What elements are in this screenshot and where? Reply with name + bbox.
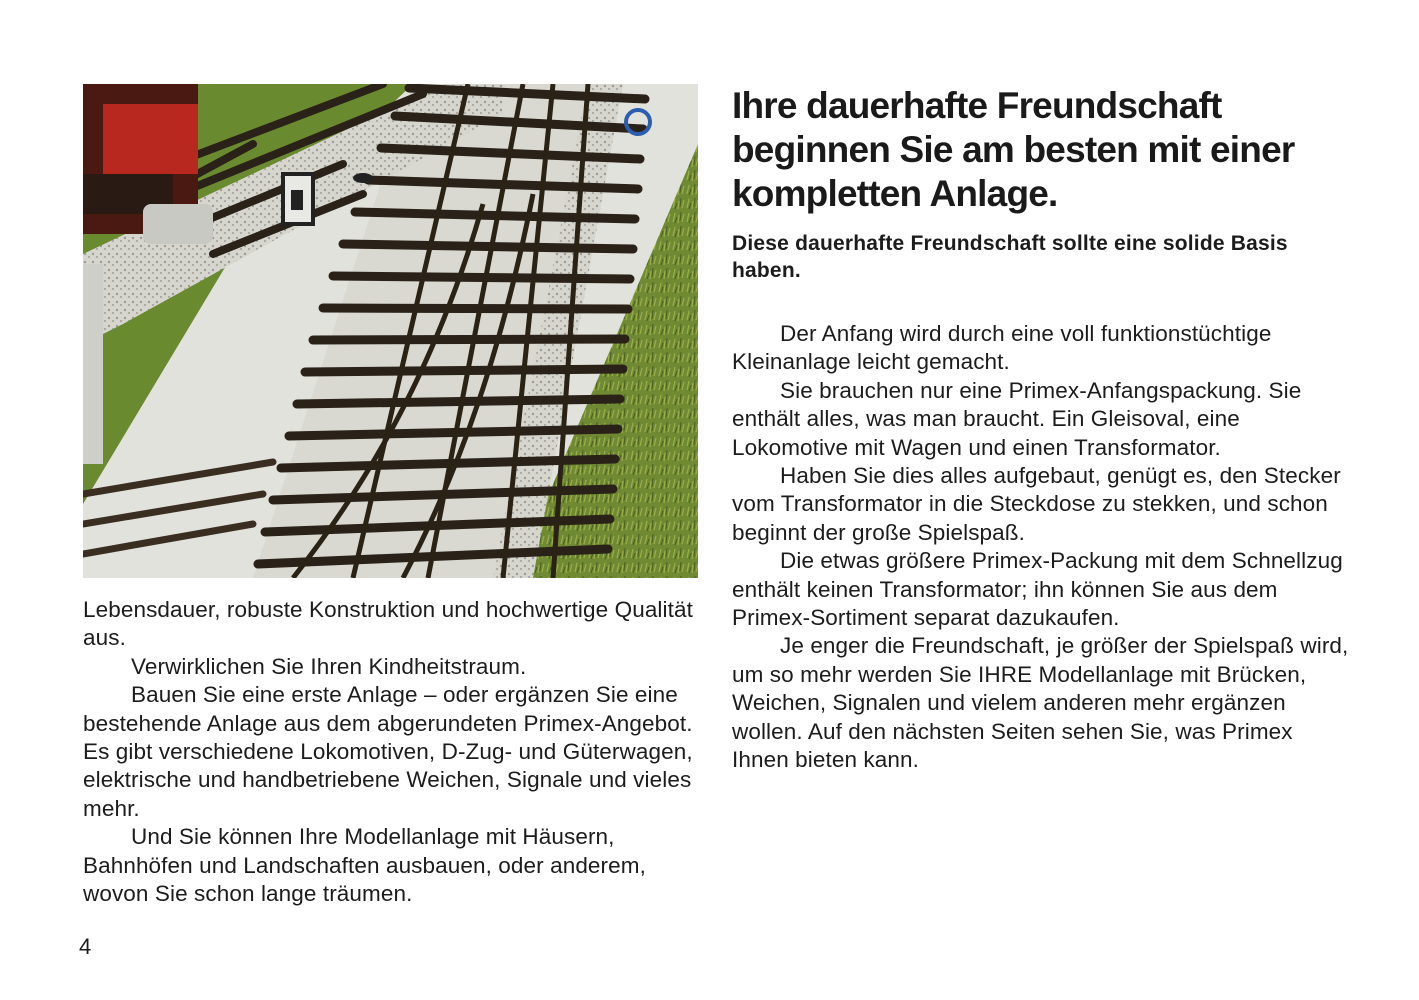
paragraph: Lebensdauer, robuste Konstruktion und hochwertige Qualität aus.: [83, 597, 693, 651]
paragraph: Sie brauchen nur eine Primex-Anfangspackung. Sie enthält alles, was man braucht. Ein Gleisoval, eine Lokomotive mit Wagen und einen Transformator.: [732, 377, 1302, 460]
subheading: Diese dauerhafte Freundschaft sollte eine solide Basis haben.: [732, 232, 1288, 282]
paragraph: Die etwas größere Primex-Packung mit dem Schnellzug enthält keinen Transformator; ihn können Sie aus dem Primex-Sortiment separat dazukaufen.: [732, 548, 1343, 631]
left-column-text: [83, 596, 703, 908]
paragraph: Haben Sie dies alles aufgebaut, genügt es, den Stecker vom Transformator in die Steckdose zu stekken, und schon beginnt der große Spielspaß.: [732, 463, 1341, 545]
right-column: [732, 84, 1352, 775]
paragraph: Verwirklichen Sie Ihren Kindheitstraum.: [131, 653, 527, 679]
paragraph: Je enger die Freundschaft, je größer der Spielspaß wird, um so mehr werden Sie IHRE Modellanlage mit Brücken, Weichen, Signalen und vielem anderen mehr ergänzen wollen. Auf den nächsten Seiten sehen Sie, was Primex Ihnen bieten kann.: [732, 633, 1349, 773]
paragraph: Bauen Sie eine erste Anlage – oder ergänzen Sie eine bestehende Anlage aus dem abgerundeten Primex-Angebot. Es gibt verschiedene Lokomotiven, D-Zug- und Güterwagen, elektrische und handbetriebene Weichen, Signale und vieles mehr.: [83, 682, 693, 821]
paragraph: Der Anfang wird durch eine voll funktionstüchtige Kleinanlage leicht gemacht.: [732, 321, 1272, 375]
page-number: 4: [79, 934, 92, 959]
right-column-text: [732, 320, 1352, 775]
page-heading: Ihre dauerhafte Freundschaft beginnen Sie am besten mit einer kompletten Anlage.: [732, 85, 1295, 214]
paragraph: Und Sie können Ihre Modellanlage mit Häusern, Bahnhöfen und Landschaften ausbauen, oder anderem, wovon Sie schon lange träumen.: [83, 824, 646, 907]
track-switch-photo: [83, 84, 698, 578]
